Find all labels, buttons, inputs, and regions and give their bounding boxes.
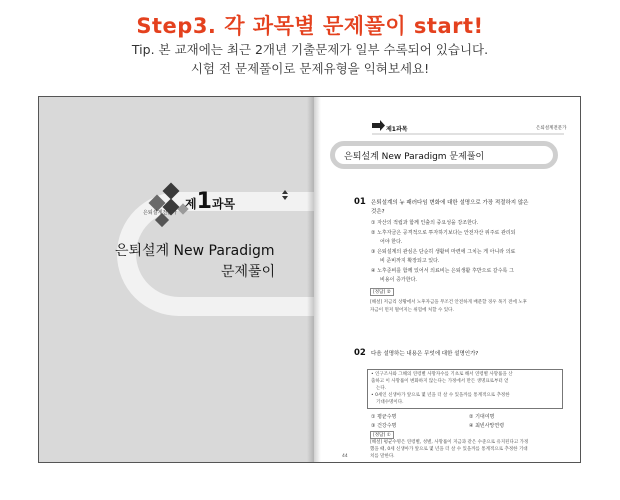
right-page bbox=[314, 97, 580, 462]
q1-option: 비용이 증가한다. bbox=[380, 277, 417, 283]
q2-box-line4: • 0세인 신생아가 앞으로 몇 년을 더 살 수 있을까를 통계적으로 추정한 bbox=[371, 393, 510, 398]
q1-explanation-line1: [해설] 저금리 상황에서 노후자금을 무조건 안전하게 배분할 경우 목기 전에 노후 bbox=[370, 300, 527, 305]
left-category: 은퇴설계전문가 bbox=[143, 210, 177, 216]
q1-option: ④ 노후준비를 함께 있어서 의료비는 은퇴생활 후반으로 갈수록 그 bbox=[371, 268, 514, 274]
q2-option: ② 기대여명 bbox=[469, 414, 495, 420]
left-title-line2: 문제풀이 bbox=[221, 264, 276, 280]
right-category: 은퇴설계전문가 bbox=[536, 126, 567, 131]
q2-box-line2: 출하고 이 사망률이 변화하지 않는다는 가정에서 만든 생명표로부터 얻 bbox=[371, 379, 509, 384]
q2-explanation-line2: 했을 때, 0세 신생아가 앞으로 몇 년을 더 살 수 있을까를 통계적으로 추정한 기대 bbox=[370, 447, 528, 452]
arrow-right-icon bbox=[372, 120, 385, 131]
q2-option: ① 평균수명 bbox=[371, 414, 397, 420]
q1-option: 비 준비까지 확장되고 있다. bbox=[380, 258, 440, 264]
q2-answer: [정답] ① bbox=[370, 431, 394, 439]
book-spread-image bbox=[38, 96, 581, 463]
tip-line-2: 시험 전 문제풀이로 문제유형을 익혀보세요! bbox=[190, 61, 430, 76]
q1-number: 01 bbox=[354, 197, 366, 207]
q2-option: ④ 최빈사망연령 bbox=[469, 423, 505, 429]
q2-option: ③ 건강수명 bbox=[371, 423, 397, 429]
q2-box-line5: 기대수명이다. bbox=[376, 400, 404, 405]
q2-text: 다음 설명하는 내용은 무엇에 대한 설명인가? bbox=[371, 351, 479, 357]
right-part-label: 제1과목 bbox=[386, 126, 408, 133]
right-banner-title: 은퇴설계 New Paradigm 문제풀이 bbox=[344, 152, 485, 162]
page-headline: Step3. 각 과목별 문제풀이 start! bbox=[136, 14, 484, 38]
q1-text-line1: 은퇴설계의 뉴 패러다임 변화에 대한 설명으로 가장 적절하지 않은 bbox=[371, 200, 529, 206]
q2-box-line3: 는다. bbox=[376, 386, 387, 391]
q1-option: ① 자산의 적립과 함께 인출의 중요성을 강조한다. bbox=[371, 220, 479, 226]
q1-option: ③ 은퇴설계의 관심은 단순히 생활비 마련에 그치는 게 아니라 의료 bbox=[371, 249, 516, 255]
left-part-label: 제1과목 bbox=[185, 189, 236, 214]
book-gutter bbox=[307, 97, 321, 462]
left-page bbox=[39, 97, 314, 462]
q2-box-line1: • 인구조사와 그해의 연령별 사망자수를 기초로 해서 연령별 사망률을 산 bbox=[371, 372, 513, 377]
q1-text-line2: 것은? bbox=[371, 209, 385, 215]
left-title-line1: 은퇴설계 New Paradigm bbox=[115, 243, 275, 259]
q1-option: ② 노후자금은 공격적으로 투자하기보다는 안전자산 위주로 관리되 bbox=[371, 230, 516, 236]
q1-explanation-line2: 자금이 먼저 떨어지는 위험에 처할 수 있다. bbox=[370, 308, 454, 313]
page-number: 44 bbox=[342, 454, 348, 459]
q2-explanation-line3: 치를 말한다. bbox=[370, 454, 395, 459]
q2-explanation-line1: [해설] 평균수명은 연령별, 성별, 사망률이 지금과 같은 수준으로 유지된다고 가정 bbox=[370, 440, 529, 445]
q1-option: 어야 한다. bbox=[380, 239, 403, 245]
tip-line-1: Tip. 본 교재에는 최근 2개년 기출문제가 일부 수록되어 있습니다. bbox=[131, 42, 489, 57]
q1-answer: [정답] ② bbox=[370, 288, 394, 296]
q2-number: 02 bbox=[354, 348, 366, 358]
